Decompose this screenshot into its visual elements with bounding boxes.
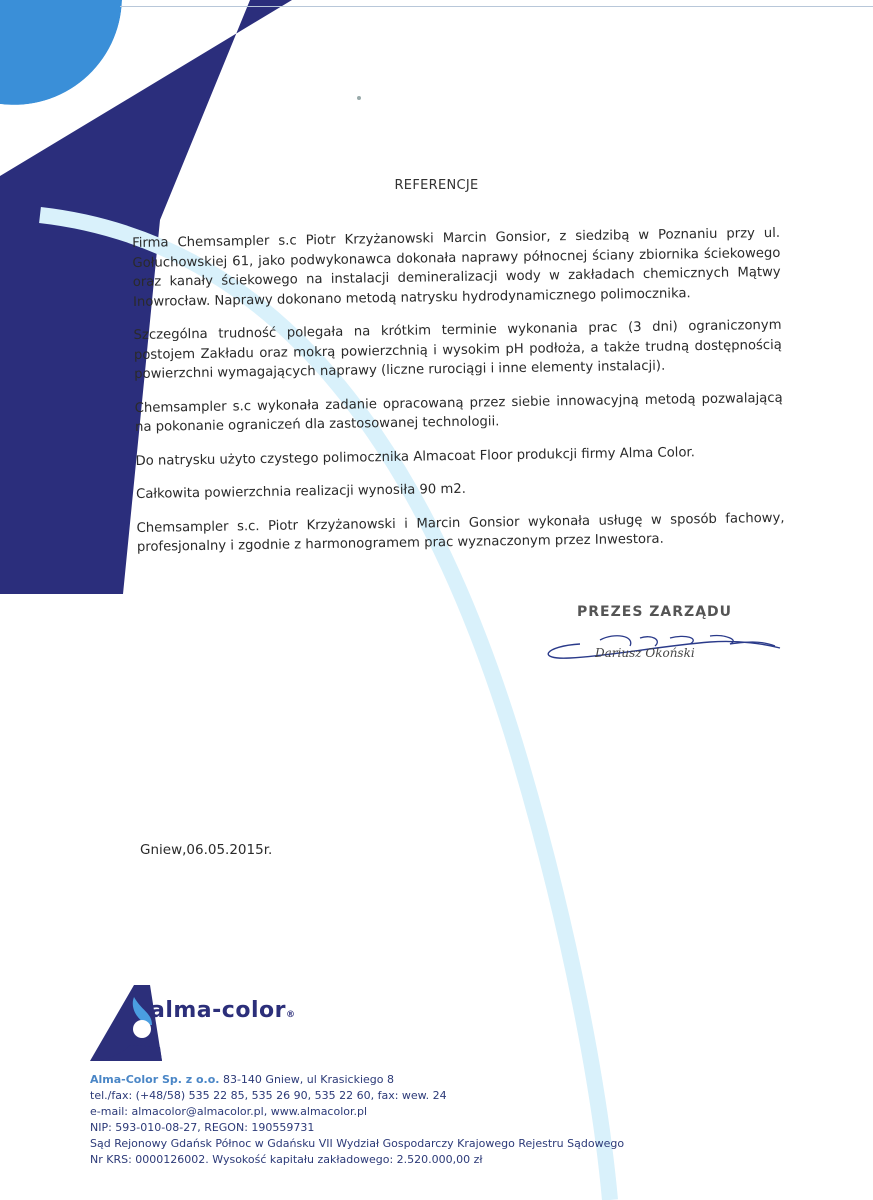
paragraph-5: Całkowita powierzchnia realizacji wynosiła 90 m2. [135,481,466,502]
letter-body [132,224,785,572]
footer-line-email: e-mail: almacolor@almacolor.pl, www.almacolor.pl [90,1105,368,1118]
footer-line-phone: tel./fax: (+48/58) 535 22 85, 535 26 90, 535 22 60, fax: wew. 24 [90,1089,447,1102]
date-line: Gniew,06.05.2015r. [140,842,273,858]
footer-line-tax: NIP: 593-010-08-27, REGON: 190559731 [90,1121,315,1134]
document-title: REFERENCJE [394,178,479,193]
scan-dot [357,96,361,100]
paragraph-1: Firma Chemsampler s.c Piotr Krzyżanowski Marcin Gonsior, z siedzibą w Poznaniu przy ul. Gołuchowskiej 61, jako podwykonawca dokonała naprawy północnej ściany zbiornika ściekowego oraz kanały ściekowego na instalacji demineralizacji wody w zakładach chemicznych Mątwy Inowrocław. Naprawy dokonano metodą natrysku hydrodynamicznego polimocznika. [132,225,781,310]
company-footer [90,1072,624,1168]
logo-text: alma-color [150,998,286,1023]
paragraph-6: Chemsampler s.c. Piotr Krzyżanowski i Marcin Gonsior wykonała usługę w sposób fachowy, profesjonalny i zgodnie z harmonogramem prac wyznaczonym przez Inwestora. [136,510,785,555]
paragraph-3: Chemsampler s.c wykonała zadanie opracowaną przez siebie innowacyjną metodą pozwalającą na pokonanie ograniczeń dla zastosowanej technologii. [134,390,783,435]
footer-line-court: Sąd Rejonowy Gdańsk Północ w Gdańsku VII Wydział Gospodarczy Krajowego Rejestru Sądowego [90,1137,625,1150]
company-address: 83-140 Gniew, ul Krasickiego 8 [219,1073,394,1086]
footer-line-company [90,1072,624,1088]
alma-color-logo-icon [90,985,290,1063]
logo-wordmark [150,998,295,1023]
company-name: Alma-Color Sp. z o.o. [90,1073,220,1086]
signature-name-stamp: Dariusz Okoński [595,646,695,660]
signature-title: PREZES ZARZĄDU [577,604,733,620]
paragraph-4: Do natrysku użyto czystego polimocznika Almacoat Floor produkcji firmy Alma Color. [135,444,695,469]
registered-mark: ® [285,1010,296,1020]
footer-line-krs: Nr KRS: 0000126002. Wysokość kapitału zakładowego: 2.520.000,00 zł [90,1153,483,1166]
paragraph-2: Szczególna trudność polegała na krótkim terminie wykonania prac (3 dni) ograniczonym postojem Zakładu oraz mokrą powierzchnią i wysokim pH podłoża, a także trudną dostępnością powierzchni wymagających naprawy (liczne rurociągi i inne elementy instalacji). [133,317,782,382]
top-rule [120,6,873,7]
